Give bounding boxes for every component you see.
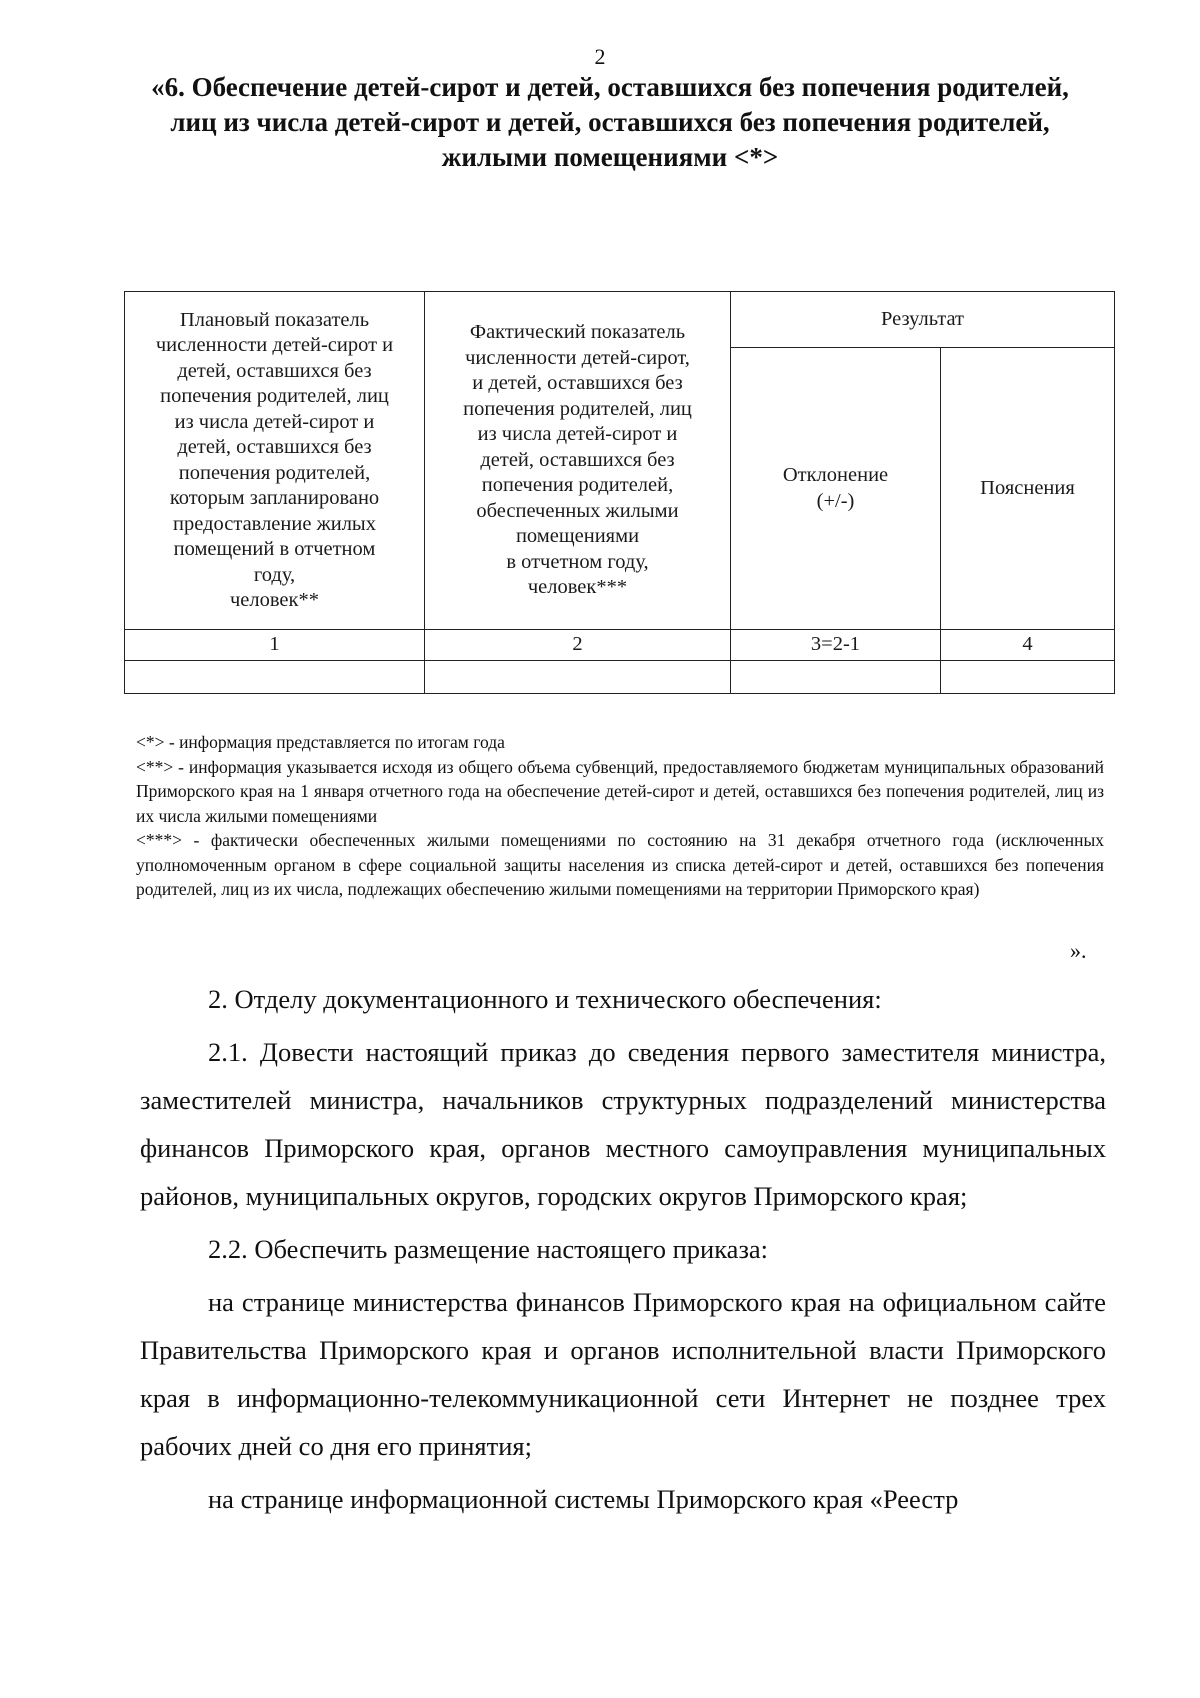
empty-cell <box>731 661 941 694</box>
paragraph-2-2: 2.2. Обеспечить размещение настоящего приказа: <box>208 1234 769 1264</box>
footnote-2: <**> - информация указывается исходя из общего объема субвенций, предоставляемого бюджетам муниципальных образований Приморского края на 1 января отчетного года на обеспечение детей-сирот и детей, оставшихся без попечения родителей, лиц из их числа жилыми помещениями <box>136 756 1104 826</box>
column-number-row <box>125 630 1115 661</box>
heading-line-3: жилыми помещениями <*> <box>441 142 779 172</box>
section-heading <box>110 70 1110 175</box>
planned-indicator-header: Плановый показатель численности детей-сирот и детей, оставшихся без попечения родителей, лиц из числа детей-сирот и детей, оставшихся без попечения родителей, которым запланировано предоставление жилых помещений в отчетном году, человек** <box>125 292 425 630</box>
explanations-header: Пояснения <box>941 348 1115 630</box>
column-number: 1 <box>125 630 425 661</box>
column-number: 3=2-1 <box>731 630 941 661</box>
paragraph-2-2-b: на странице информационной системы Приморского края «Реестр <box>208 1484 959 1514</box>
paragraph-2-1: 2.1. Довести настоящий приказ до сведения первого заместителя министра, заместителей министра, начальников структурных подразделений министерства финансов Приморского края, органов местного самоуправления муниципальных районов, муниципальных округов, городских округов Приморского края; <box>140 1037 1106 1211</box>
empty-cell <box>425 661 731 694</box>
body-text <box>140 975 1106 1523</box>
empty-cell <box>941 661 1115 694</box>
empty-cell <box>125 661 425 694</box>
empty-data-row <box>125 661 1115 694</box>
result-header: Результат <box>731 292 1115 348</box>
paragraph-2: 2. Отделу документационного и технического обеспечения: <box>208 984 882 1014</box>
actual-indicator-header: Фактический показатель численности детей-сирот, и детей, оставшихся без попечения родителей, лиц из числа детей-сирот и детей, оставшихся без попечения родителей, обеспеченных жилыми помещениями в отчетном году, человек*** <box>425 292 731 630</box>
footnotes <box>136 730 1104 902</box>
heading-line-1: «6. Обеспечение детей-сирот и детей, оставшихся без попечения родителей, <box>151 72 1069 102</box>
deviation-header: Отклонение (+/-) <box>731 348 941 630</box>
page-number: 2 <box>594 44 606 69</box>
report-table <box>124 291 1115 694</box>
footnote-1: <*> - информация представляется по итогам года <box>136 732 505 752</box>
footnote-3: <***> - фактически обеспеченных жилыми помещениями по состоянию на 31 декабря отчетного года (исключенных уполномоченным органом в сфере социальной защиты населения из списка детей-сирот и детей, оставшихся без попечения родителей, лиц из их числа, подлежащих обеспечению жилыми помещениями на территории Приморского края) <box>136 830 1104 899</box>
column-number: 2 <box>425 630 731 661</box>
closing-quote: ». <box>1070 938 1087 963</box>
heading-line-2: лиц из числа детей-сирот и детей, оставшихся без попечения родителей, <box>170 107 1050 137</box>
column-number: 4 <box>941 630 1115 661</box>
paragraph-2-2-a: на странице министерства финансов Приморского края на официальном сайте Правительства Приморского края и органов исполнительной власти Приморского края в информационно-телекоммуникационной сети Интернет не позднее трех рабочих дней со дня его принятия; <box>140 1287 1106 1461</box>
